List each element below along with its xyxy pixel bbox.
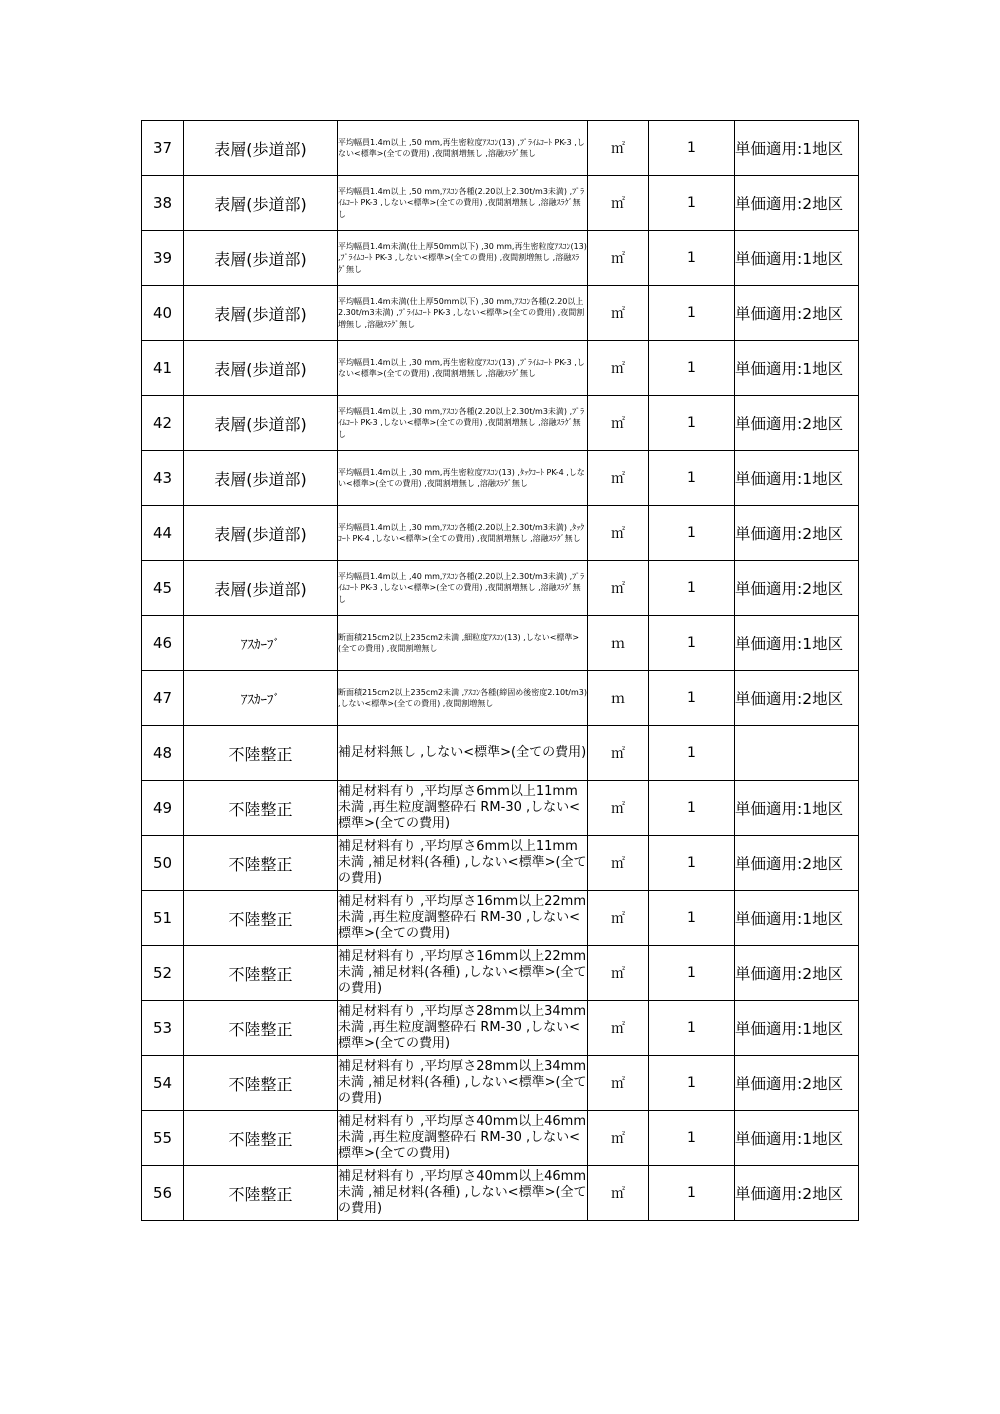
item-spec-cell: 補足材料有り ,平均厚さ40mm以上46mm未満 ,補足材料(各種) ,しない<標準>(全ての費用) <box>338 1166 588 1221</box>
item-spec-cell: 補足材料無し ,しない<標準>(全ての費用) <box>338 726 588 781</box>
item-name-cell: 不陸整正 <box>184 781 338 836</box>
remarks-cell: 単価適用:1地区 <box>735 891 859 946</box>
quantity-cell: 1 <box>649 396 735 451</box>
unit-cell: ㎡ <box>588 561 649 616</box>
item-name-cell: 表層(歩道部) <box>184 506 338 561</box>
row-number-cell: 50 <box>142 836 184 891</box>
item-name-cell: 不陸整正 <box>184 836 338 891</box>
quantity-cell: 1 <box>649 231 735 286</box>
item-spec-cell: 補足材料有り ,平均厚さ16mm以上22mm未満 ,補足材料(各種) ,しない<標準>(全ての費用) <box>338 946 588 1001</box>
unit-cell: ㎡ <box>588 506 649 561</box>
unit-cell: ㎡ <box>588 891 649 946</box>
remarks-cell: 単価適用:1地区 <box>735 451 859 506</box>
table-row <box>142 561 859 616</box>
unit-cell: ㎡ <box>588 286 649 341</box>
item-name-cell: 表層(歩道部) <box>184 341 338 396</box>
table-row <box>142 396 859 451</box>
item-name-cell: 表層(歩道部) <box>184 451 338 506</box>
unit-cell: ㎡ <box>588 231 649 286</box>
remarks-cell: 単価適用:2地区 <box>735 561 859 616</box>
quantity-cell: 1 <box>649 781 735 836</box>
item-spec-cell: 平均幅員1.4m以上 ,50 mm,再生密粒度ｱｽｺﾝ(13) ,ﾌﾟﾗｲﾑｺｰﾄ PK-3 ,しない<標準>(全ての費用) ,夜間割増無し ,溶融ｽﾗｸﾞ無し <box>338 121 588 176</box>
item-spec-cell: 平均幅員1.4m以上 ,40 mm,ｱｽｺﾝ各種(2.20以上2.30t/m3未満) ,ﾌﾟﾗｲﾑｺｰﾄ PK-3 ,しない<標準>(全ての費用) ,夜間割増無し ,溶融ｽﾗｸﾞ無し <box>338 561 588 616</box>
item-name-cell: 不陸整正 <box>184 726 338 781</box>
item-name-cell: ｱｽｶｰﾌﾞ <box>184 616 338 671</box>
row-number-cell: 42 <box>142 396 184 451</box>
unit-cell: ㎡ <box>588 396 649 451</box>
table-row <box>142 1166 859 1221</box>
item-spec-cell: 補足材料有り ,平均厚さ16mm以上22mm未満 ,再生粒度調整砕石 RM-30 ,しない<標準>(全ての費用) <box>338 891 588 946</box>
quantity-cell: 1 <box>649 1001 735 1056</box>
row-number-cell: 44 <box>142 506 184 561</box>
table-row <box>142 946 859 1001</box>
table-row <box>142 176 859 231</box>
remarks-cell: 単価適用:2地区 <box>735 176 859 231</box>
unit-cell: ㎡ <box>588 1166 649 1221</box>
row-number-cell: 47 <box>142 671 184 726</box>
item-name-cell: 不陸整正 <box>184 946 338 1001</box>
remarks-cell: 単価適用:1地区 <box>735 1001 859 1056</box>
unit-cell: ㎡ <box>588 781 649 836</box>
unit-cell: ㎡ <box>588 946 649 1001</box>
item-spec-cell: 平均幅員1.4m未満(仕上厚50mm以下) ,30 mm,ｱｽｺﾝ各種(2.20以上2.30t/m3未満) ,ﾌﾟﾗｲﾑｺｰﾄ PK-3 ,しない<標準>(全ての費用) ,夜間割増無し ,溶融ｽﾗｸﾞ無し <box>338 286 588 341</box>
unit-cell: ㎡ <box>588 1001 649 1056</box>
row-number-cell: 39 <box>142 231 184 286</box>
row-number-cell: 38 <box>142 176 184 231</box>
quantity-cell: 1 <box>649 341 735 396</box>
quantity-cell: 1 <box>649 836 735 891</box>
row-number-cell: 48 <box>142 726 184 781</box>
row-number-cell: 55 <box>142 1111 184 1166</box>
item-spec-cell: 平均幅員1.4m以上 ,30 mm,ｱｽｺﾝ各種(2.20以上2.30t/m3未満) ,ﾌﾟﾗｲﾑｺｰﾄ PK-3 ,しない<標準>(全ての費用) ,夜間割増無し ,溶融ｽﾗｸﾞ無し <box>338 396 588 451</box>
quantity-cell: 1 <box>649 1056 735 1111</box>
unit-cell: ㎡ <box>588 176 649 231</box>
quantity-cell: 1 <box>649 616 735 671</box>
remarks-cell: 単価適用:1地区 <box>735 616 859 671</box>
item-name-cell: 不陸整正 <box>184 1001 338 1056</box>
unit-cell: ㎡ <box>588 1111 649 1166</box>
item-name-cell: 表層(歩道部) <box>184 176 338 231</box>
item-spec-cell: 断面積215cm2以上235cm2未満 ,細粒度ｱｽｺﾝ(13) ,しない<標準>(全ての費用) ,夜間割増無し <box>338 616 588 671</box>
item-name-cell: 表層(歩道部) <box>184 121 338 176</box>
table-row <box>142 506 859 561</box>
table-row <box>142 286 859 341</box>
remarks-cell: 単価適用:2地区 <box>735 1166 859 1221</box>
item-name-cell: 表層(歩道部) <box>184 286 338 341</box>
item-name-cell: 不陸整正 <box>184 1166 338 1221</box>
unit-cell: ｍ <box>588 616 649 671</box>
quantity-cell: 1 <box>649 286 735 341</box>
item-name-cell: 表層(歩道部) <box>184 396 338 451</box>
item-name-cell: ｱｽｶｰﾌﾞ <box>184 671 338 726</box>
table-row <box>142 671 859 726</box>
table-row <box>142 341 859 396</box>
remarks-cell: 単価適用:2地区 <box>735 396 859 451</box>
table-row <box>142 726 859 781</box>
table-row <box>142 1111 859 1166</box>
quantity-cell: 1 <box>649 891 735 946</box>
row-number-cell: 46 <box>142 616 184 671</box>
item-spec-cell: 平均幅員1.4m未満(仕上厚50mm以下) ,30 mm,再生密粒度ｱｽｺﾝ(13) ,ﾌﾟﾗｲﾑｺｰﾄ PK-3 ,しない<標準>(全ての費用) ,夜間割増無し ,溶融ｽﾗｸﾞ無し <box>338 231 588 286</box>
remarks-cell: 単価適用:1地区 <box>735 1111 859 1166</box>
item-name-cell: 不陸整正 <box>184 1111 338 1166</box>
row-number-cell: 37 <box>142 121 184 176</box>
table-row <box>142 121 859 176</box>
row-number-cell: 40 <box>142 286 184 341</box>
quantity-cell: 1 <box>649 1111 735 1166</box>
unit-cell: ㎡ <box>588 341 649 396</box>
remarks-cell: 単価適用:2地区 <box>735 946 859 1001</box>
table-body <box>142 121 859 1221</box>
unit-cell: ㎡ <box>588 836 649 891</box>
quantity-cell: 1 <box>649 946 735 1001</box>
quantity-cell: 1 <box>649 506 735 561</box>
unit-cell: ㎡ <box>588 726 649 781</box>
item-spec-cell: 補足材料有り ,平均厚さ6mm以上11mm未満 ,再生粒度調整砕石 RM-30 ,しない<標準>(全ての費用) <box>338 781 588 836</box>
remarks-cell: 単価適用:2地区 <box>735 286 859 341</box>
quantity-cell: 1 <box>649 451 735 506</box>
cost-item-table <box>141 120 859 1221</box>
quantity-cell: 1 <box>649 726 735 781</box>
quantity-cell: 1 <box>649 671 735 726</box>
row-number-cell: 52 <box>142 946 184 1001</box>
remarks-cell: 単価適用:2地区 <box>735 1056 859 1111</box>
item-spec-cell: 補足材料有り ,平均厚さ28mm以上34mm未満 ,再生粒度調整砕石 RM-30 ,しない<標準>(全ての費用) <box>338 1001 588 1056</box>
remarks-cell: 単価適用:2地区 <box>735 836 859 891</box>
row-number-cell: 53 <box>142 1001 184 1056</box>
item-spec-cell: 補足材料有り ,平均厚さ40mm以上46mm未満 ,再生粒度調整砕石 RM-30 ,しない<標準>(全ての費用) <box>338 1111 588 1166</box>
row-number-cell: 49 <box>142 781 184 836</box>
item-name-cell: 表層(歩道部) <box>184 561 338 616</box>
row-number-cell: 41 <box>142 341 184 396</box>
remarks-cell: 単価適用:1地区 <box>735 121 859 176</box>
remarks-cell: 単価適用:1地区 <box>735 341 859 396</box>
table-row <box>142 616 859 671</box>
item-name-cell: 不陸整正 <box>184 891 338 946</box>
item-name-cell: 表層(歩道部) <box>184 231 338 286</box>
row-number-cell: 51 <box>142 891 184 946</box>
unit-cell: ㎡ <box>588 451 649 506</box>
remarks-cell: 単価適用:1地区 <box>735 231 859 286</box>
row-number-cell: 43 <box>142 451 184 506</box>
remarks-cell: 単価適用:1地区 <box>735 781 859 836</box>
unit-cell: ㎡ <box>588 121 649 176</box>
row-number-cell: 54 <box>142 1056 184 1111</box>
item-spec-cell: 平均幅員1.4m以上 ,30 mm,ｱｽｺﾝ各種(2.20以上2.30t/m3未満) ,ﾀｯｸｺｰﾄ PK-4 ,しない<標準>(全ての費用) ,夜間割増無し ,溶融ｽﾗｸﾞ無し <box>338 506 588 561</box>
item-spec-cell: 補足材料有り ,平均厚さ28mm以上34mm未満 ,補足材料(各種) ,しない<標準>(全ての費用) <box>338 1056 588 1111</box>
remarks-cell: 単価適用:2地区 <box>735 671 859 726</box>
quantity-cell: 1 <box>649 561 735 616</box>
table-row <box>142 781 859 836</box>
quantity-cell: 1 <box>649 176 735 231</box>
table-row <box>142 231 859 286</box>
remarks-cell: 単価適用:2地区 <box>735 506 859 561</box>
item-spec-cell: 断面積215cm2以上235cm2未満 ,ｱｽｺﾝ各種(締固め後密度2.10t/m3) ,しない<標準>(全ての費用) ,夜間割増無し <box>338 671 588 726</box>
table-row <box>142 836 859 891</box>
unit-cell: ㎡ <box>588 1056 649 1111</box>
unit-cell: ｍ <box>588 671 649 726</box>
remarks-cell <box>735 726 859 781</box>
row-number-cell: 56 <box>142 1166 184 1221</box>
quantity-cell: 1 <box>649 121 735 176</box>
item-spec-cell: 平均幅員1.4m以上 ,30 mm,再生密粒度ｱｽｺﾝ(13) ,ﾀｯｸｺｰﾄ PK-4 ,しない<標準>(全ての費用) ,夜間割増無し ,溶融ｽﾗｸﾞ無し <box>338 451 588 506</box>
item-spec-cell: 平均幅員1.4m以上 ,50 mm,ｱｽｺﾝ各種(2.20以上2.30t/m3未満) ,ﾌﾟﾗｲﾑｺｰﾄ PK-3 ,しない<標準>(全ての費用) ,夜間割増無し ,溶融ｽﾗｸﾞ無し <box>338 176 588 231</box>
item-spec-cell: 補足材料有り ,平均厚さ6mm以上11mm未満 ,補足材料(各種) ,しない<標準>(全ての費用) <box>338 836 588 891</box>
table-row <box>142 1056 859 1111</box>
quantity-cell: 1 <box>649 1166 735 1221</box>
table-row <box>142 1001 859 1056</box>
table-row <box>142 451 859 506</box>
row-number-cell: 45 <box>142 561 184 616</box>
item-spec-cell: 平均幅員1.4m以上 ,30 mm,再生密粒度ｱｽｺﾝ(13) ,ﾌﾟﾗｲﾑｺｰﾄ PK-3 ,しない<標準>(全ての費用) ,夜間割増無し ,溶融ｽﾗｸﾞ無し <box>338 341 588 396</box>
item-name-cell: 不陸整正 <box>184 1056 338 1111</box>
table-row <box>142 891 859 946</box>
